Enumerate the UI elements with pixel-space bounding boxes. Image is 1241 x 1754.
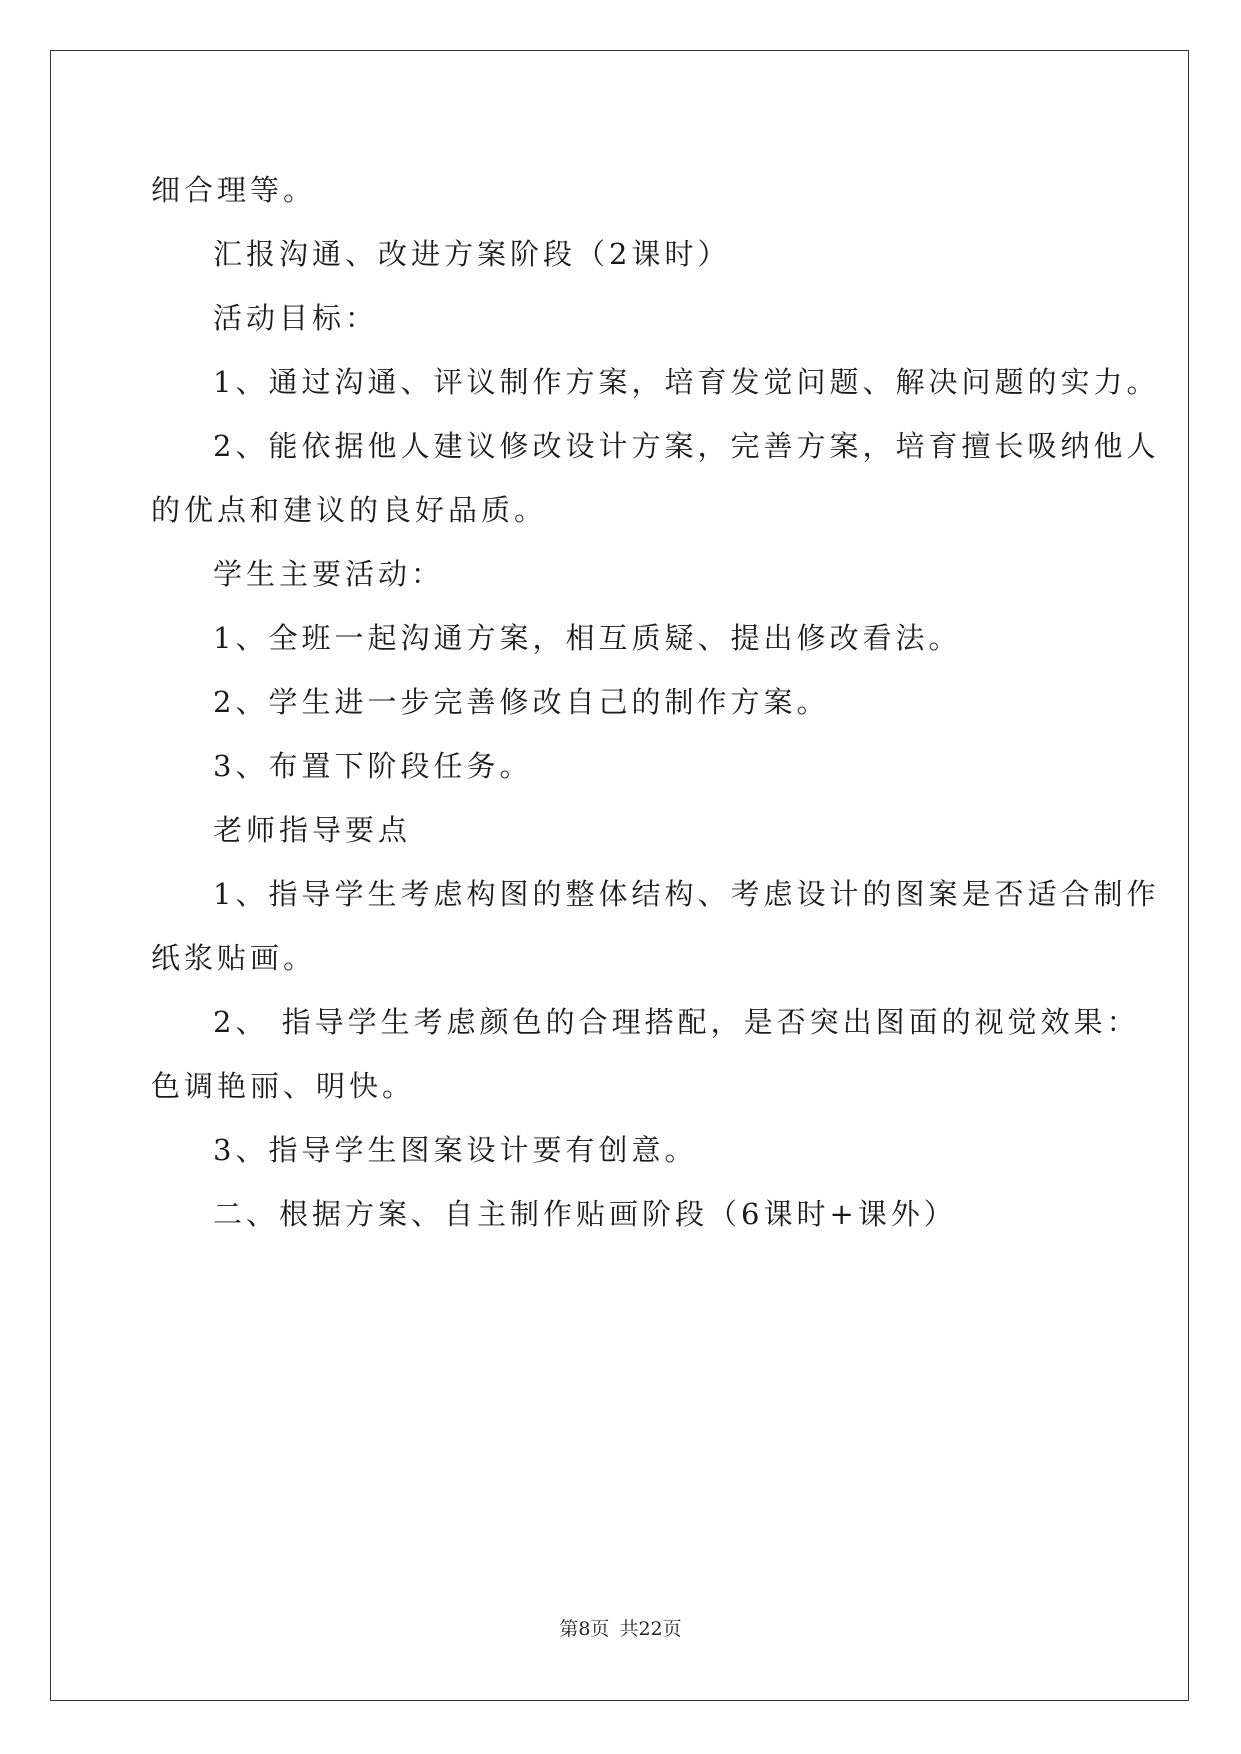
text-line: 汇报沟通、改进方案阶段（2课时） xyxy=(213,237,731,271)
text-line: 学生主要活动： xyxy=(213,557,445,591)
text-line: 细合理等。 xyxy=(151,173,317,207)
text-line: 活动目标： xyxy=(213,301,379,335)
text-line: 纸浆贴画。 xyxy=(151,941,317,975)
text-line: 的优点和建议的良好品质。 xyxy=(151,493,548,527)
text-line: 1、指导学生考虑构图的整体结构、考虑设计的图案是否适合制作 xyxy=(213,877,1160,911)
page-number: 第8页 共22页 xyxy=(559,1618,682,1640)
document-body xyxy=(151,158,1160,1246)
text-line: 2、能依据他人建议修改设计方案，完善方案，培育擅长吸纳他人 xyxy=(213,429,1160,463)
text-line: 2、 指导学生考虑颜色的合理搭配，是否突出图面的视觉效果： xyxy=(213,1005,1140,1039)
text-line: 1、通过沟通、评议制作方案，培育发觉问题、解决问题的实力。 xyxy=(213,365,1160,399)
text-line: 老师指导要点 xyxy=(213,813,412,847)
text-line: 1、全班一起沟通方案，相互质疑、提出修改看法。 xyxy=(213,621,962,655)
text-line: 二、根据方案、自主制作贴画阶段（6课时+课外） xyxy=(213,1197,957,1231)
text-line: 色调艳丽、明快。 xyxy=(151,1069,416,1103)
text-line: 3、布置下阶段任务。 xyxy=(213,749,533,783)
text-line: 3、指导学生图案设计要有创意。 xyxy=(213,1133,698,1167)
text-line: 2、学生进一步完善修改自己的制作方案。 xyxy=(213,685,830,719)
